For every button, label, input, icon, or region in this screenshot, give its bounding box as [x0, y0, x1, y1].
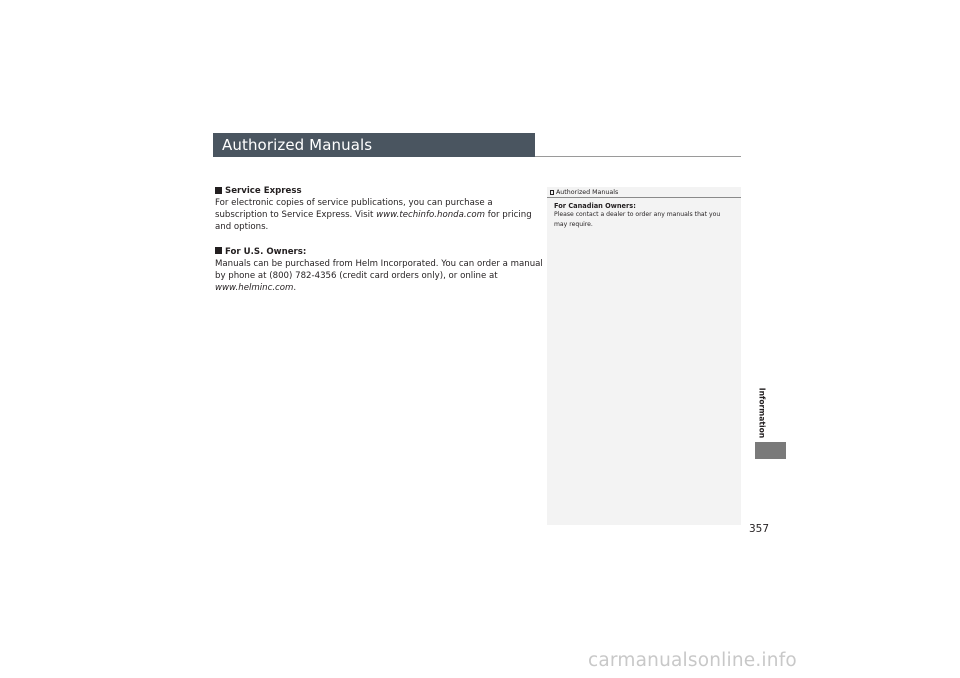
note-marker-icon: [550, 190, 554, 195]
section-heading: [215, 247, 545, 258]
title-divider: [535, 156, 741, 157]
body-text-2: .: [293, 283, 297, 294]
sidebar-body: Please contact a dealer to order any manuals that you may require.: [554, 211, 721, 228]
sidebar-subheading: For Canadian Owners:: [554, 202, 636, 210]
section-heading: [215, 186, 545, 197]
helminc-link[interactable]: www.helminc.com: [215, 283, 294, 294]
section-body: [215, 258, 545, 295]
techinfo-link[interactable]: www.techinfo.honda.com: [376, 210, 485, 221]
square-bullet-icon: [215, 247, 222, 254]
side-tab-label: [756, 385, 768, 441]
watermark: carmanualsonline.info: [588, 650, 797, 671]
side-tab-block: [755, 442, 786, 459]
sidebar-note: [547, 187, 741, 525]
section-title-bar: [213, 133, 535, 157]
page-number: 357: [749, 523, 770, 535]
section-us-owners: [215, 247, 545, 295]
side-tab-text: Information: [757, 387, 767, 439]
main-content: [215, 186, 545, 307]
page-title: Authorized Manuals: [222, 136, 373, 154]
body-text-1: For electronic copies of service publications, you can purchase a subscription to Service Express. Visit: [215, 198, 493, 221]
body-text-1: Manuals can be purchased from Helm Incorporated. You can order a manual by phone at (800) 782-4356 (credit card orders only), or online at: [215, 258, 543, 281]
square-bullet-icon: [215, 187, 222, 194]
section-body: [215, 197, 545, 234]
heading-text: Service Express: [225, 186, 302, 196]
sidebar-header: [547, 187, 741, 198]
sidebar-header-text: Authorized Manuals: [556, 189, 619, 196]
section-service-express: [215, 186, 545, 234]
heading-text: For U.S. Owners:: [225, 246, 307, 257]
body-text-2: for pricing and options.: [215, 210, 532, 233]
